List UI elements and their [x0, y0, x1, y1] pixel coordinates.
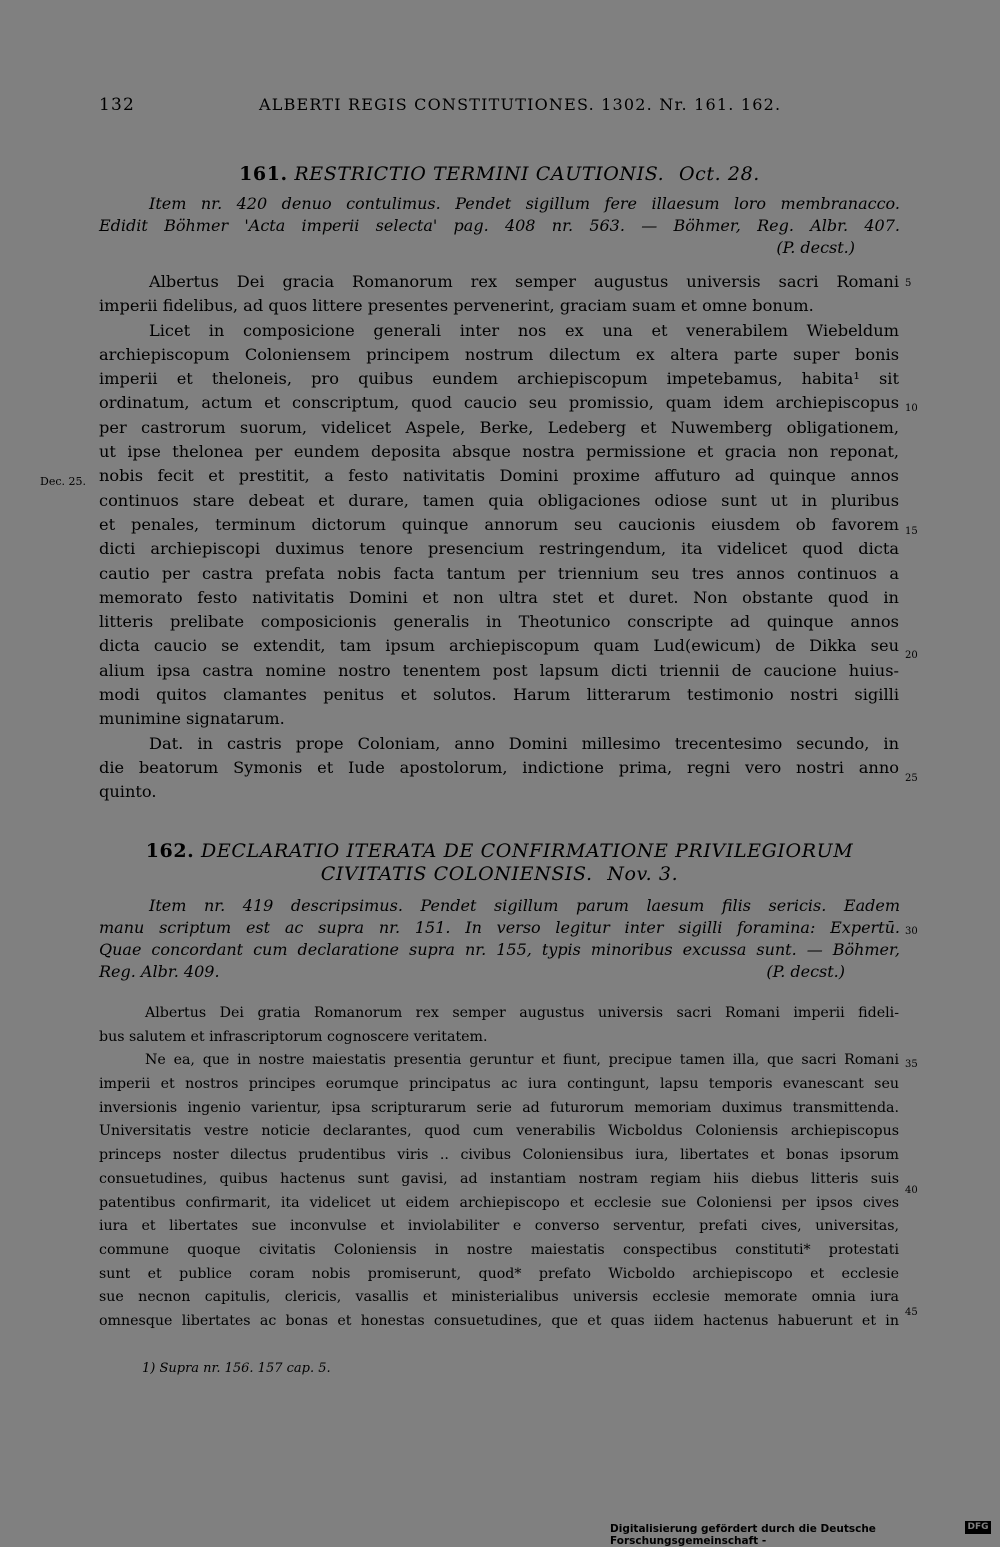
text-line: imperii et nostros principes eorumque principatus ac iura contingunt, lapsu temporis evanescant seu: [99, 1076, 899, 1093]
text-line: cautio per castra prefata nobis facta tantum per triennium seu tres annos continuos a: [99, 563, 899, 583]
text-line: sunt et publice coram nobis promiserunt, quod* prefato Wicboldo archiepiscopo et ecclesie: [99, 1265, 899, 1282]
text-line: commune quoque civitatis Coloniensis in nostre maiestatis conspectibus constituti* protestati: [99, 1241, 899, 1258]
doc-162-title-line1: DECLARATIO ITERATA DE CONFIRMATIONE PRIVILEGIORUM: [201, 840, 854, 862]
text-line: bus salutem et infrascriptorum cognoscere veritatem.: [99, 1028, 488, 1045]
text-line: Ne ea, que in nostre maiestatis presentia geruntur et fiunt, precipue tamen illa, que sacri Romani: [145, 1052, 899, 1069]
text-line: patentibus confirmarit, ita videlicet ut eidem archiepiscopo et ecclesie sue Coloniensi per ipsos cives: [99, 1194, 899, 1211]
line-number: 15: [905, 526, 918, 537]
text-line: memorato festo nativitatis Domini et non ultra stet et duret. Non obstante quod in: [99, 587, 899, 607]
doc-162-text: [99, 1002, 899, 1334]
text-line: munimine signatarum.: [99, 709, 285, 729]
line-number: 5: [905, 278, 912, 289]
text-line: iura et libertates sue inconvulse et inviolabiliter e converso serventur, prefati cives, universitas,: [99, 1218, 899, 1235]
line-number: 45: [905, 1307, 918, 1318]
text-line: dicti archiepiscopi duximus tenore presencium restringendum, ita videlicet quod dicta: [99, 539, 899, 559]
meta-line: Edidit Böhmer 'Acta imperii selecta' pag. 408 nr. 563. — Böhmer, Reg. Albr. 407.: [99, 216, 900, 235]
text-line: Dat. in castris prope Coloniam, anno Domini millesimo trecentesimo secundo, in: [149, 733, 899, 753]
text-line: dicta caucio se extendit, tam ipsum archiepiscopum quam Lud(ewicum) de Dikka seu: [99, 636, 899, 656]
text-line: Albertus Dei gratia Romanorum rex semper augustus universis sacri Romani imperii fideli-: [145, 1005, 899, 1021]
meta-line: [99, 961, 900, 983]
doc-161-number: 161.: [239, 163, 288, 185]
text-line: imperii et theloneis, pro quibus eundem archiepiscopum impetebamus, habita¹ sit: [99, 369, 899, 389]
meta-line: Item nr. 420 denuo contulimus. Pendet sigillum fere illaesum loro membranacco.: [149, 194, 900, 213]
meta-line-text: Reg. Albr. 409.: [99, 962, 220, 981]
line-number: 35: [905, 1059, 918, 1070]
text-line: per castrorum suorum, videlicet Aspele, Berke, Ledeberg et Nuwemberg obligationem,: [99, 417, 899, 437]
text-line: die beatorum Symonis et Iude apostolorum, indictione prima, regni vero nostri anno: [99, 757, 899, 777]
text-line: imperii fidelibus, ad quos littere presentes pervenerint, graciam suam et omne bonum.: [99, 296, 814, 316]
running-title: ALBERTI REGIS CONSTITUTIONES. 1302. Nr. 161. 162.: [259, 95, 782, 114]
meta-line: Quae concordant cum declaratione supra nr. 155, typis minoribus excussa sunt. — Böhmer,: [99, 940, 900, 959]
doc-162-date: Nov. 3.: [607, 863, 679, 885]
line-number: 30: [905, 926, 918, 937]
line-number: 40: [905, 1185, 918, 1196]
text-line: consuetudines, quibus hactenus sunt gavisi, ad instantiam nostram regiam hiis diebus litteris suis: [99, 1170, 899, 1187]
margin-date: Dec. 25.: [40, 475, 86, 488]
text-line: quinto.: [99, 782, 157, 802]
meta-line: manu scriptum est ac supra nr. 151. In verso legitur inter sigilli foramina: Expertū.: [99, 918, 900, 937]
text-line: continuos stare debeat et durare, tamen quia obligaciones odiose sunt ut in pluribus: [99, 490, 899, 510]
doc-161-meta: [99, 193, 900, 259]
doc-162-meta: [99, 895, 900, 983]
meta-line: Item nr. 419 descripsimus. Pendet sigillum parum laesum filis sericis. Eadem: [149, 896, 900, 915]
doc-162-title-line2: CIVITATIS COLONIENSIS.: [320, 863, 593, 885]
text-line: ut ipse thelonea per eundem deposita absque nostra permissione et gracia non reponat,: [99, 442, 899, 462]
doc-162-heading: [99, 840, 900, 862]
doc-161-date: Oct. 28.: [678, 163, 760, 185]
text-line: alium ipsa castra nomine nostro tenentem post lapsum dicti triennii de caucione huius-: [99, 660, 899, 680]
text-line: archiepiscopum Coloniensem principem nostrum dilectum ex altera parte super bonis: [99, 344, 899, 364]
page-number: 132: [99, 95, 136, 115]
doc-161-heading: [99, 163, 900, 185]
text-line: omnesque libertates ac bonas et honestas consuetudines, que et quas iidem hactenus habuerunt et in: [99, 1312, 899, 1329]
doc-161-title: RESTRICTIO TERMINI CAUTIONIS.: [294, 163, 665, 185]
text-line: et penales, terminum dictorum quinque annorum seu caucionis eiusdem ob favorem: [99, 514, 899, 534]
text-line: litteris prelibate composicionis generalis in Theotunico conscripte ad quinque annos: [99, 612, 899, 632]
text-line: Albertus Dei gracia Romanorum rex semper augustus universis sacri Romani: [149, 272, 899, 291]
meta-sign: (P. decst.): [766, 962, 845, 981]
doc-162-heading-line2: [99, 863, 900, 885]
line-number: 25: [905, 773, 918, 784]
text-line: sue necnon capitulis, clericis, vasallis et ministerialibus universis ecclesie memorate omnia iura: [99, 1289, 899, 1306]
text-line: inversionis ingenio varientur, ipsa scripturarum serie ad futurorum memoriam duximus transmittenda.: [99, 1099, 899, 1116]
meta-sign: (P. decst.): [776, 238, 855, 257]
dfg-logo: DFG: [965, 1521, 991, 1534]
doc-162-number: 162.: [145, 840, 195, 862]
text-line: Licet in composicione generali inter nos ex una et venerabilem Wiebeldum: [149, 320, 899, 340]
text-line: princeps noster dilectus prudentibus viris .. civibus Coloniensibus iura, libertates et bonas ipsorum: [99, 1147, 899, 1164]
footnote: 1) Supra nr. 156. 157 cap. 5.: [142, 1361, 331, 1376]
line-number: 10: [905, 403, 918, 414]
text-line: ordinatum, actum et conscriptum, quod caucio seu promissio, quam idem archiepiscopus: [99, 393, 899, 413]
digitization-credit: Digitalisierung gefördert durch die Deutsche Forschungsgemeinschaft -: [610, 1523, 876, 1547]
running-header: [99, 95, 900, 121]
text-line: Universitatis vestre noticie declarantes, quod cum venerabilis Wicboldus Coloniensis archiepiscopus: [99, 1123, 899, 1140]
line-number: 20: [905, 650, 918, 661]
text-line: nobis fecit et prestitit, a festo nativitatis Domini proxime affuturo ad quinque annos: [99, 466, 899, 486]
doc-161-text: [99, 270, 899, 805]
text-line: modi quitos clamantes penitus et solutos. Harum litterarum testimonio nostri sigilli: [99, 685, 899, 705]
